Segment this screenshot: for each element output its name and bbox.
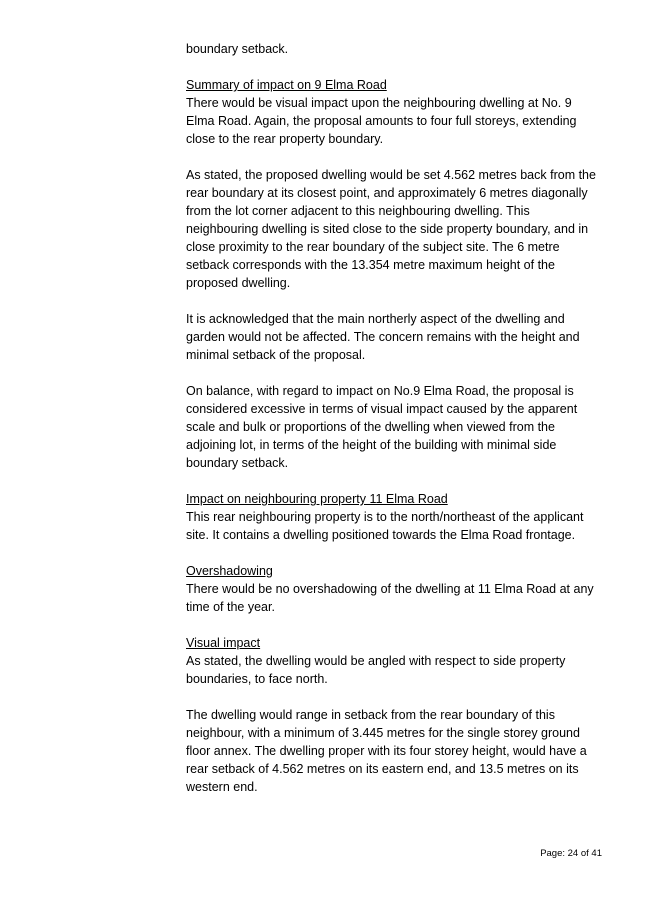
paragraph-on-balance xyxy=(186,382,601,472)
section-heading: Impact on neighbouring property 11 Elma Road xyxy=(186,492,448,506)
paragraph-text: It is acknowledged that the main northerly aspect of the dwelling and garden would not be affected. The concern remains with the height and minimal setback of the proposal. xyxy=(186,312,580,362)
paragraph-text: The dwelling would range in setback from the rear boundary of this neighbour, with a minimum of 3.445 metres for the single storey ground floor annex. The dwelling proper with its four storey height, would have a rear setback of 4.562 metres on its eastern end, and 13.5 metres on its western end. xyxy=(186,708,587,794)
page-number: Page: 24 of 41 xyxy=(540,848,602,859)
section-summary-9-elma-road xyxy=(186,76,601,148)
paragraph-text: On balance, with regard to impact on No.9 Elma Road, the proposal is considered excessive in terms of visual impact caused by the apparent scale and bulk or proportions of the dwelling when viewed from the adjoining lot, in terms of the height of the building with minimal side boundary setback. xyxy=(186,384,578,470)
document-body xyxy=(186,40,601,814)
paragraph-setback-details xyxy=(186,166,601,292)
paragraph-rear-setback-range xyxy=(186,706,601,796)
section-overshadowing xyxy=(186,562,601,616)
section-heading: Summary of impact on 9 Elma Road xyxy=(186,78,387,92)
paragraph-northerly-aspect xyxy=(186,310,601,364)
section-heading: Overshadowing xyxy=(186,564,273,578)
paragraph-text: This rear neighbouring property is to the north/northeast of the applicant site. It contains a dwelling positioned towards the Elma Road frontage. xyxy=(186,510,584,542)
section-impact-11-elma-road xyxy=(186,490,601,544)
paragraph-text: There would be no overshadowing of the dwelling at 11 Elma Road at any time of the year. xyxy=(186,582,594,614)
paragraph-boundary-setback xyxy=(186,40,601,58)
paragraph-text: There would be visual impact upon the neighbouring dwelling at No. 9 Elma Road. Again, the proposal amounts to four full storeys, extending close to the rear property boundary. xyxy=(186,96,577,146)
paragraph-text: boundary setback. xyxy=(186,42,289,56)
paragraph-text: As stated, the proposed dwelling would be set 4.562 metres back from the rear boundary at its closest point, and approximately 6 metres diagonally from the lot corner adjacent to this neighbouring dwelling. This neighbouring dwelling is sited close to the side property boundary, and in close proximity to the rear boundary of the subject site. The 6 metre setback corresponds with the 13.354 metre maximum height of the proposed dwelling. xyxy=(186,168,596,290)
section-visual-impact xyxy=(186,634,601,688)
section-heading: Visual impact xyxy=(186,636,261,650)
paragraph-text: As stated, the dwelling would be angled with respect to side property boundaries, to face north. xyxy=(186,654,566,686)
